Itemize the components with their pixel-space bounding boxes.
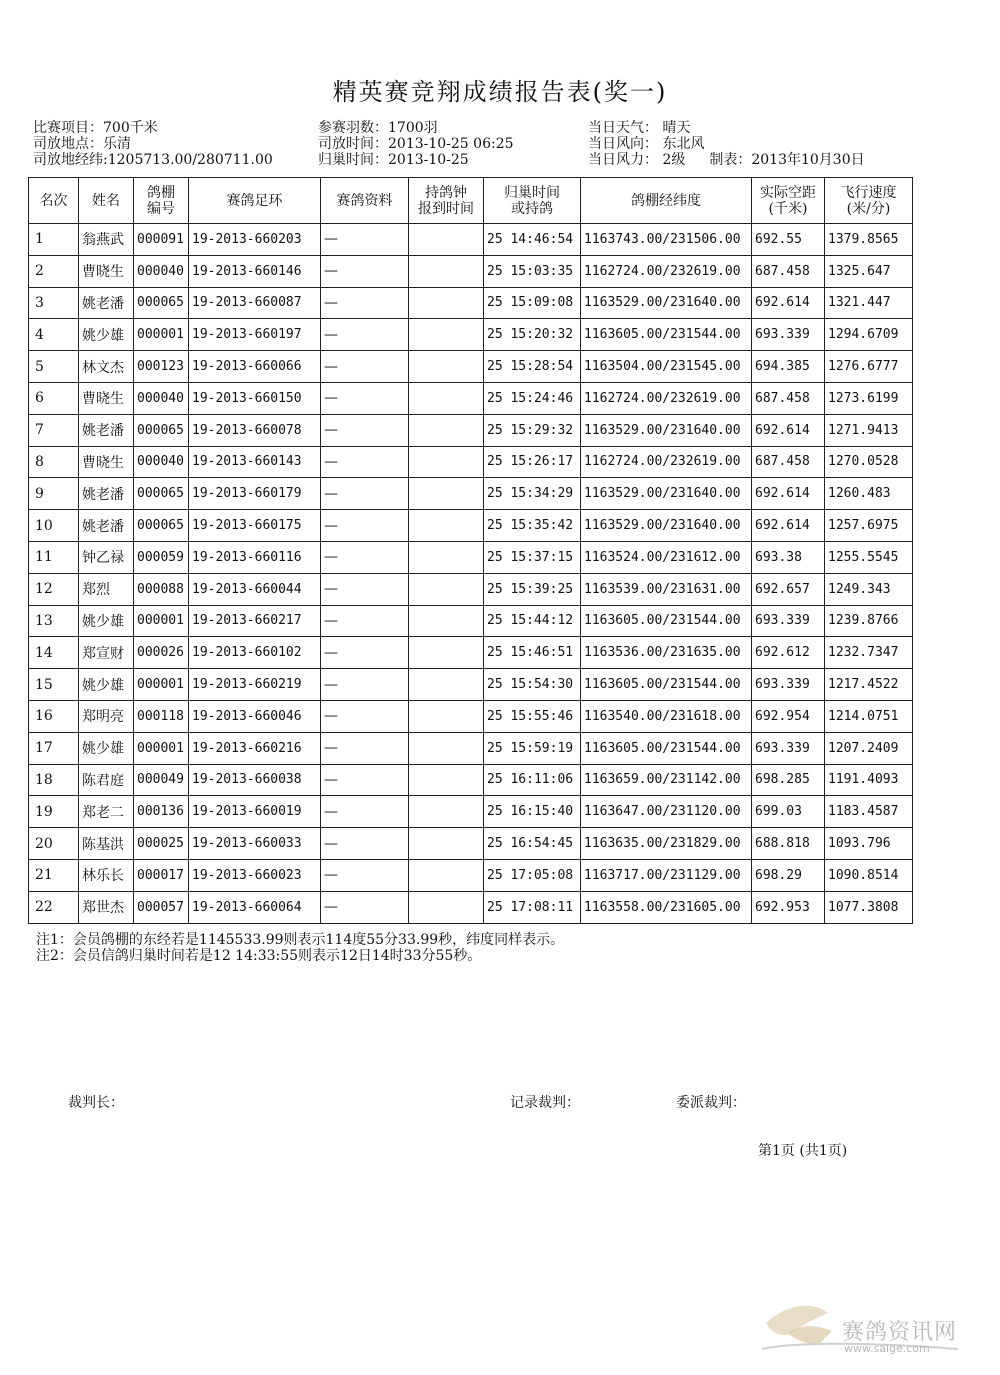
cell-loft-no: 000136 <box>134 796 189 828</box>
cell-speed: 1191.4093 <box>825 764 913 796</box>
cell-clock-report <box>409 382 484 414</box>
cell-loft-no: 000001 <box>134 732 189 764</box>
cell-clock-report <box>409 573 484 605</box>
cell-distance: 692.55 <box>752 224 825 256</box>
cell-speed: 1321.447 <box>825 287 913 319</box>
cell-loft-no: 000040 <box>134 255 189 287</box>
cell-clock-report <box>409 414 484 446</box>
cell-loft-no: 000065 <box>134 287 189 319</box>
cell-distance: 693.339 <box>752 732 825 764</box>
cell-rank: 14 <box>29 637 79 669</box>
cell-distance: 692.614 <box>752 287 825 319</box>
cell-distance: 699.03 <box>752 796 825 828</box>
table-row <box>29 573 913 605</box>
cell-speed: 1090.8514 <box>825 859 913 891</box>
cell-clock-report <box>409 859 484 891</box>
table-row <box>29 541 913 573</box>
cell-distance: 693.339 <box>752 605 825 637</box>
cell-ring: 19-2013-660197 <box>189 319 321 351</box>
table-row <box>29 859 913 891</box>
cell-arrival: 25 15:26:17 <box>484 446 581 478</box>
cell-name: 郑明亮 <box>79 700 134 732</box>
cell-ring: 19-2013-660019 <box>189 796 321 828</box>
cell-speed: 1271.9413 <box>825 414 913 446</box>
cell-coords: 1163539.00/231631.00 <box>581 573 752 605</box>
cell-coords: 1163605.00/231544.00 <box>581 732 752 764</box>
cell-info: — <box>321 637 409 669</box>
cell-distance: 693.339 <box>752 319 825 351</box>
cell-name: 曹晓生 <box>79 446 134 478</box>
cell-clock-report <box>409 732 484 764</box>
cell-rank: 5 <box>29 351 79 383</box>
cell-name: 姚老潘 <box>79 414 134 446</box>
cell-coords: 1162724.00/232619.00 <box>581 382 752 414</box>
cell-info: — <box>321 478 409 510</box>
cell-rank: 11 <box>29 541 79 573</box>
cell-speed: 1093.796 <box>825 828 913 860</box>
cell-clock-report <box>409 605 484 637</box>
header-arrival: 归巢时间 或持鸽 <box>484 178 581 224</box>
cell-arrival: 25 15:03:35 <box>484 255 581 287</box>
cell-name: 翁燕武 <box>79 224 134 256</box>
cell-arrival: 25 17:08:11 <box>484 891 581 923</box>
cell-rank: 12 <box>29 573 79 605</box>
cell-rank: 13 <box>29 605 79 637</box>
chief-judge-label: 裁判长： <box>68 1095 124 1111</box>
cell-speed: 1270.0528 <box>825 446 913 478</box>
cell-ring: 19-2013-660046 <box>189 700 321 732</box>
cell-clock-report <box>409 287 484 319</box>
cell-arrival: 25 15:34:29 <box>484 478 581 510</box>
cell-rank: 7 <box>29 414 79 446</box>
table-row <box>29 828 913 860</box>
cell-coords: 1163529.00/231640.00 <box>581 478 752 510</box>
cell-distance: 692.614 <box>752 510 825 542</box>
cell-arrival: 25 15:55:46 <box>484 700 581 732</box>
cell-info: — <box>321 287 409 319</box>
cell-coords: 1162724.00/232619.00 <box>581 446 752 478</box>
cell-ring: 19-2013-660066 <box>189 351 321 383</box>
cell-rank: 15 <box>29 669 79 701</box>
appointed-judge-label: 委派裁判： <box>676 1095 746 1111</box>
wind-direction: 当日风向： 东北风 <box>588 136 705 152</box>
cell-loft-no: 000123 <box>134 351 189 383</box>
report-title: 精英赛竞翔成绩报告表(奖一) <box>332 78 668 106</box>
table-row <box>29 796 913 828</box>
cell-arrival: 25 15:44:12 <box>484 605 581 637</box>
cell-name: 姚老潘 <box>79 510 134 542</box>
cell-loft-no: 000065 <box>134 414 189 446</box>
table-row <box>29 669 913 701</box>
table-row <box>29 605 913 637</box>
cell-speed: 1239.8766 <box>825 605 913 637</box>
cell-coords: 1163504.00/231545.00 <box>581 351 752 383</box>
cell-speed: 1257.6975 <box>825 510 913 542</box>
wind-force: 当日风力： 2级 <box>588 152 686 168</box>
cell-loft-no: 000017 <box>134 859 189 891</box>
cell-arrival: 25 15:46:51 <box>484 637 581 669</box>
cell-name: 姚少雄 <box>79 669 134 701</box>
cell-clock-report <box>409 224 484 256</box>
cell-loft-no: 000040 <box>134 382 189 414</box>
table-row <box>29 764 913 796</box>
cell-coords: 1163529.00/231640.00 <box>581 510 752 542</box>
cell-name: 郑宣财 <box>79 637 134 669</box>
cell-coords: 1163536.00/231635.00 <box>581 637 752 669</box>
table-row <box>29 255 913 287</box>
cell-distance: 698.285 <box>752 764 825 796</box>
cell-rank: 2 <box>29 255 79 287</box>
cell-ring: 19-2013-660175 <box>189 510 321 542</box>
cell-coords: 1163540.00/231618.00 <box>581 700 752 732</box>
table-row <box>29 446 913 478</box>
cell-rank: 3 <box>29 287 79 319</box>
cell-name: 姚少雄 <box>79 605 134 637</box>
cell-rank: 1 <box>29 224 79 256</box>
cell-speed: 1217.4522 <box>825 669 913 701</box>
cell-ring: 19-2013-660023 <box>189 859 321 891</box>
cell-info: — <box>321 510 409 542</box>
cell-distance: 693.38 <box>752 541 825 573</box>
header-clock-report: 持鸽钟 报到时间 <box>409 178 484 224</box>
table-row <box>29 224 913 256</box>
race-item: 比赛项目：700千米 <box>33 120 158 136</box>
cell-name: 姚老潘 <box>79 478 134 510</box>
table-body <box>29 224 913 924</box>
watermark-url: www.saige.com <box>844 1342 930 1355</box>
cell-name: 曹晓生 <box>79 382 134 414</box>
cell-info: — <box>321 796 409 828</box>
cell-rank: 18 <box>29 764 79 796</box>
note-1: 注1：会员鸽棚的东经若是1145533.99则表示114度55分33.99秒，纬度同样表示。 <box>36 932 565 948</box>
cell-speed: 1207.2409 <box>825 732 913 764</box>
cell-rank: 20 <box>29 828 79 860</box>
cell-ring: 19-2013-660219 <box>189 669 321 701</box>
table-row <box>29 351 913 383</box>
cell-ring: 19-2013-660087 <box>189 287 321 319</box>
cell-coords: 1163529.00/231640.00 <box>581 287 752 319</box>
cell-loft-no: 000040 <box>134 446 189 478</box>
cell-name: 姚少雄 <box>79 732 134 764</box>
cell-arrival: 25 15:29:32 <box>484 414 581 446</box>
cell-arrival: 25 15:39:25 <box>484 573 581 605</box>
cell-distance: 692.953 <box>752 891 825 923</box>
cell-distance: 687.458 <box>752 446 825 478</box>
cell-info: — <box>321 414 409 446</box>
cell-coords: 1163558.00/231605.00 <box>581 891 752 923</box>
table-row <box>29 319 913 351</box>
cell-name: 钟乙禄 <box>79 541 134 573</box>
cell-info: — <box>321 224 409 256</box>
cell-ring: 19-2013-660038 <box>189 764 321 796</box>
cell-rank: 4 <box>29 319 79 351</box>
cell-arrival: 25 15:54:30 <box>484 669 581 701</box>
cell-arrival: 25 15:20:32 <box>484 319 581 351</box>
cell-info: — <box>321 605 409 637</box>
cell-ring: 19-2013-660044 <box>189 573 321 605</box>
cell-loft-no: 000001 <box>134 605 189 637</box>
cell-speed: 1379.8565 <box>825 224 913 256</box>
cell-distance: 687.458 <box>752 382 825 414</box>
cell-info: — <box>321 700 409 732</box>
cell-ring: 19-2013-660078 <box>189 414 321 446</box>
meta-right <box>588 120 865 168</box>
cell-name: 林乐长 <box>79 859 134 891</box>
cell-loft-no: 000049 <box>134 764 189 796</box>
cell-name: 曹晓生 <box>79 255 134 287</box>
cell-rank: 19 <box>29 796 79 828</box>
cell-ring: 19-2013-660146 <box>189 255 321 287</box>
cell-rank: 8 <box>29 446 79 478</box>
header-ring: 赛鸽足环 <box>189 178 321 224</box>
cell-distance: 693.339 <box>752 669 825 701</box>
cell-clock-report <box>409 796 484 828</box>
cell-clock-report <box>409 255 484 287</box>
cell-ring: 19-2013-660033 <box>189 828 321 860</box>
cell-arrival: 25 14:46:54 <box>484 224 581 256</box>
cell-distance: 692.614 <box>752 478 825 510</box>
cell-arrival: 25 15:24:46 <box>484 382 581 414</box>
table-row <box>29 478 913 510</box>
cell-coords: 1163605.00/231544.00 <box>581 319 752 351</box>
cell-speed: 1183.4587 <box>825 796 913 828</box>
cell-ring: 19-2013-660064 <box>189 891 321 923</box>
cell-speed: 1325.647 <box>825 255 913 287</box>
header-loft-no: 鸽棚 编号 <box>134 178 189 224</box>
cell-info: — <box>321 859 409 891</box>
cell-coords: 1163717.00/231129.00 <box>581 859 752 891</box>
cell-ring: 19-2013-660150 <box>189 382 321 414</box>
cell-loft-no: 000001 <box>134 669 189 701</box>
cell-coords: 1162724.00/232619.00 <box>581 255 752 287</box>
table-row <box>29 891 913 923</box>
cell-name: 郑老二 <box>79 796 134 828</box>
cell-arrival: 25 15:28:54 <box>484 351 581 383</box>
cell-clock-report <box>409 446 484 478</box>
cell-distance: 688.818 <box>752 828 825 860</box>
cell-speed: 1255.5545 <box>825 541 913 573</box>
cell-loft-no: 000091 <box>134 224 189 256</box>
cell-loft-no: 000118 <box>134 700 189 732</box>
cell-info: — <box>321 351 409 383</box>
cell-distance: 687.458 <box>752 255 825 287</box>
cell-info: — <box>321 669 409 701</box>
cell-clock-report <box>409 541 484 573</box>
table-row <box>29 637 913 669</box>
cell-loft-no: 000065 <box>134 510 189 542</box>
cell-coords: 1163743.00/231506.00 <box>581 224 752 256</box>
header-coords: 鸽棚经纬度 <box>581 178 752 224</box>
table-row <box>29 732 913 764</box>
cell-coords: 1163605.00/231544.00 <box>581 605 752 637</box>
cell-rank: 21 <box>29 859 79 891</box>
cell-speed: 1294.6709 <box>825 319 913 351</box>
cell-clock-report <box>409 828 484 860</box>
cell-loft-no: 000025 <box>134 828 189 860</box>
cell-info: — <box>321 891 409 923</box>
table-header-row <box>29 178 913 224</box>
cell-arrival: 25 15:09:08 <box>484 287 581 319</box>
cell-clock-report <box>409 700 484 732</box>
cell-loft-no: 000026 <box>134 637 189 669</box>
cell-info: — <box>321 764 409 796</box>
cell-distance: 698.29 <box>752 859 825 891</box>
wind-row <box>588 152 865 168</box>
entries-count: 参赛羽数：1700羽 <box>318 120 438 136</box>
cell-arrival: 25 16:54:45 <box>484 828 581 860</box>
cell-info: — <box>321 828 409 860</box>
release-time: 司放时间：2013-10-25 06:25 <box>318 136 514 152</box>
cell-coords: 1163659.00/231142.00 <box>581 764 752 796</box>
page-number: 第1页 (共1页) <box>758 1143 848 1159</box>
cell-info: — <box>321 255 409 287</box>
cell-clock-report <box>409 891 484 923</box>
cell-speed: 1232.7347 <box>825 637 913 669</box>
cell-speed: 1260.483 <box>825 478 913 510</box>
cell-ring: 19-2013-660102 <box>189 637 321 669</box>
cell-loft-no: 000065 <box>134 478 189 510</box>
cell-loft-no: 000057 <box>134 891 189 923</box>
release-coords: 司放地经纬:1205713.00/280711.00 <box>33 152 273 168</box>
meta-left <box>33 120 273 168</box>
cell-clock-report <box>409 764 484 796</box>
header-speed: 飞行速度 (米/分) <box>825 178 913 224</box>
cell-rank: 17 <box>29 732 79 764</box>
cell-info: — <box>321 319 409 351</box>
notes <box>36 932 564 964</box>
cell-name: 姚少雄 <box>79 319 134 351</box>
cell-distance: 692.612 <box>752 637 825 669</box>
cell-clock-report <box>409 478 484 510</box>
cell-rank: 16 <box>29 700 79 732</box>
cell-arrival: 25 16:11:06 <box>484 764 581 796</box>
cell-clock-report <box>409 637 484 669</box>
return-time: 归巢时间：2013-10-25 <box>318 152 469 168</box>
header-distance: 实际空距 (千米) <box>752 178 825 224</box>
cell-info: — <box>321 573 409 605</box>
cell-coords: 1163647.00/231120.00 <box>581 796 752 828</box>
cell-clock-report <box>409 319 484 351</box>
cell-name: 郑烈 <box>79 573 134 605</box>
cell-speed: 1273.6199 <box>825 382 913 414</box>
cell-loft-no: 000001 <box>134 319 189 351</box>
cell-name: 陈基洪 <box>79 828 134 860</box>
cell-arrival: 25 17:05:08 <box>484 859 581 891</box>
cell-arrival: 25 15:35:42 <box>484 510 581 542</box>
table-row <box>29 287 913 319</box>
cell-loft-no: 000059 <box>134 541 189 573</box>
cell-coords: 1163529.00/231640.00 <box>581 414 752 446</box>
cell-ring: 19-2013-660203 <box>189 224 321 256</box>
cell-clock-report <box>409 669 484 701</box>
cell-distance: 692.954 <box>752 700 825 732</box>
cell-speed: 1214.0751 <box>825 700 913 732</box>
cell-distance: 692.657 <box>752 573 825 605</box>
cell-distance: 692.614 <box>752 414 825 446</box>
cell-name: 林文杰 <box>79 351 134 383</box>
cell-speed: 1077.3808 <box>825 891 913 923</box>
release-place: 司放地点：乐清 <box>33 136 131 152</box>
results-table <box>28 177 913 924</box>
cell-rank: 10 <box>29 510 79 542</box>
cell-clock-report <box>409 510 484 542</box>
cell-name: 郑世杰 <box>79 891 134 923</box>
cell-ring: 19-2013-660143 <box>189 446 321 478</box>
weather: 当日天气： 晴天 <box>588 120 691 136</box>
meta-middle <box>318 120 514 168</box>
cell-coords: 1163605.00/231544.00 <box>581 669 752 701</box>
cell-loft-no: 000088 <box>134 573 189 605</box>
cell-ring: 19-2013-660116 <box>189 541 321 573</box>
cell-info: — <box>321 732 409 764</box>
cell-info: — <box>321 382 409 414</box>
table-row <box>29 700 913 732</box>
table-row <box>29 510 913 542</box>
note-2: 注2：会员信鸽归巢时间若是12 14:33:55则表示12日14时33分55秒。 <box>36 948 482 964</box>
watermark-text: 赛鸽资讯网 <box>842 1320 958 1345</box>
cell-name: 陈君庭 <box>79 764 134 796</box>
cell-coords: 1163635.00/231829.00 <box>581 828 752 860</box>
cell-ring: 19-2013-660179 <box>189 478 321 510</box>
cell-clock-report <box>409 351 484 383</box>
cell-info: — <box>321 541 409 573</box>
table-row <box>29 414 913 446</box>
cell-name: 姚老潘 <box>79 287 134 319</box>
cell-rank: 6 <box>29 382 79 414</box>
header-rank: 名次 <box>29 178 79 224</box>
cell-ring: 19-2013-660217 <box>189 605 321 637</box>
cell-rank: 9 <box>29 478 79 510</box>
cell-distance: 694.385 <box>752 351 825 383</box>
cell-arrival: 25 15:59:19 <box>484 732 581 764</box>
cell-speed: 1276.6777 <box>825 351 913 383</box>
made-on-date: 制表：2013年10月30日 <box>709 152 865 168</box>
cell-speed: 1249.343 <box>825 573 913 605</box>
cell-info: — <box>321 446 409 478</box>
cell-rank: 22 <box>29 891 79 923</box>
cell-coords: 1163524.00/231612.00 <box>581 541 752 573</box>
header-name: 姓名 <box>79 178 134 224</box>
cell-arrival: 25 15:37:15 <box>484 541 581 573</box>
record-judge-label: 记录裁判： <box>510 1095 580 1111</box>
table-row <box>29 382 913 414</box>
cell-arrival: 25 16:15:40 <box>484 796 581 828</box>
cell-ring: 19-2013-660216 <box>189 732 321 764</box>
header-info: 赛鸽资料 <box>321 178 409 224</box>
